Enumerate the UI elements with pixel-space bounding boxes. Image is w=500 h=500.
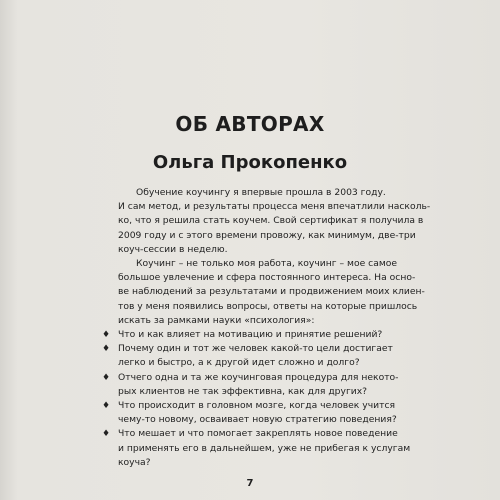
diamond-bullet-icon: ♦ [101, 344, 111, 355]
text-line: большое увлечение и сфера постоянного интереса. На осно- [118, 272, 416, 284]
text-line: Обучение коучингу я впервые прошла в 2003 году. [136, 187, 386, 198]
section-title: ОБ АВТОРАХ [175, 112, 325, 136]
text-line: и применять его в дальнейшем, уже не прибегая к услугам [118, 442, 411, 454]
paragraph-1 [100, 186, 431, 257]
question-item [100, 399, 397, 427]
text-line: рых клиентов не так эффективна, как для других? [118, 385, 368, 397]
question-item [100, 342, 393, 370]
text-line: ве наблюдений за результатами и продвижением моих клиен- [118, 286, 425, 298]
text-line: Отчего одна и та же коучинговая процедура для некото- [118, 371, 399, 383]
author-name-heading: Ольга Прокопенко [152, 152, 348, 173]
diamond-bullet-icon: ♦ [101, 330, 111, 341]
text-line: ко, что я решила стать коучем. Свой сертификат я получила в [118, 215, 424, 227]
page-number: 7 [246, 478, 254, 489]
text-line: Почему один и тот же человек какой-то цели достигает [118, 343, 393, 355]
text-line: 2009 году и с этого времени провожу, как минимум, две-три [118, 229, 416, 241]
text-line: тов у меня появились вопросы, ответы на которые пришлось [118, 300, 418, 312]
text-line: Коучинг – не только моя работа, коучинг – мое самое [136, 258, 398, 270]
paragraph-2 [100, 257, 425, 328]
text-line: Что происходит в головном мозге, когда человек учится [118, 400, 396, 412]
diamond-bullet-icon: ♦ [101, 372, 111, 383]
text-line: Что мешает и что помогает закреплять новое поведение [118, 428, 398, 440]
text-line: искать за рамками науки «психология»: [118, 314, 315, 326]
question-item [100, 328, 383, 342]
question-list [100, 328, 411, 470]
body-text [100, 186, 431, 470]
text-line: И сам метод, и результаты процесса меня впечатлили насколь- [118, 201, 431, 213]
text-line: чему-то новому, осваивает новую стратегию поведения? [118, 414, 397, 426]
question-item [100, 427, 411, 470]
text-line: Что и как влияет на мотивацию и принятие решений? [118, 329, 383, 341]
question-item [100, 371, 399, 399]
diamond-bullet-icon: ♦ [101, 429, 111, 440]
text-line: коуча? [118, 456, 151, 468]
text-line: легко и быстро, а к другой идет сложно и долго? [118, 357, 360, 369]
text-line: коуч-сессии в неделю. [118, 243, 228, 255]
diamond-bullet-icon: ♦ [101, 401, 111, 412]
